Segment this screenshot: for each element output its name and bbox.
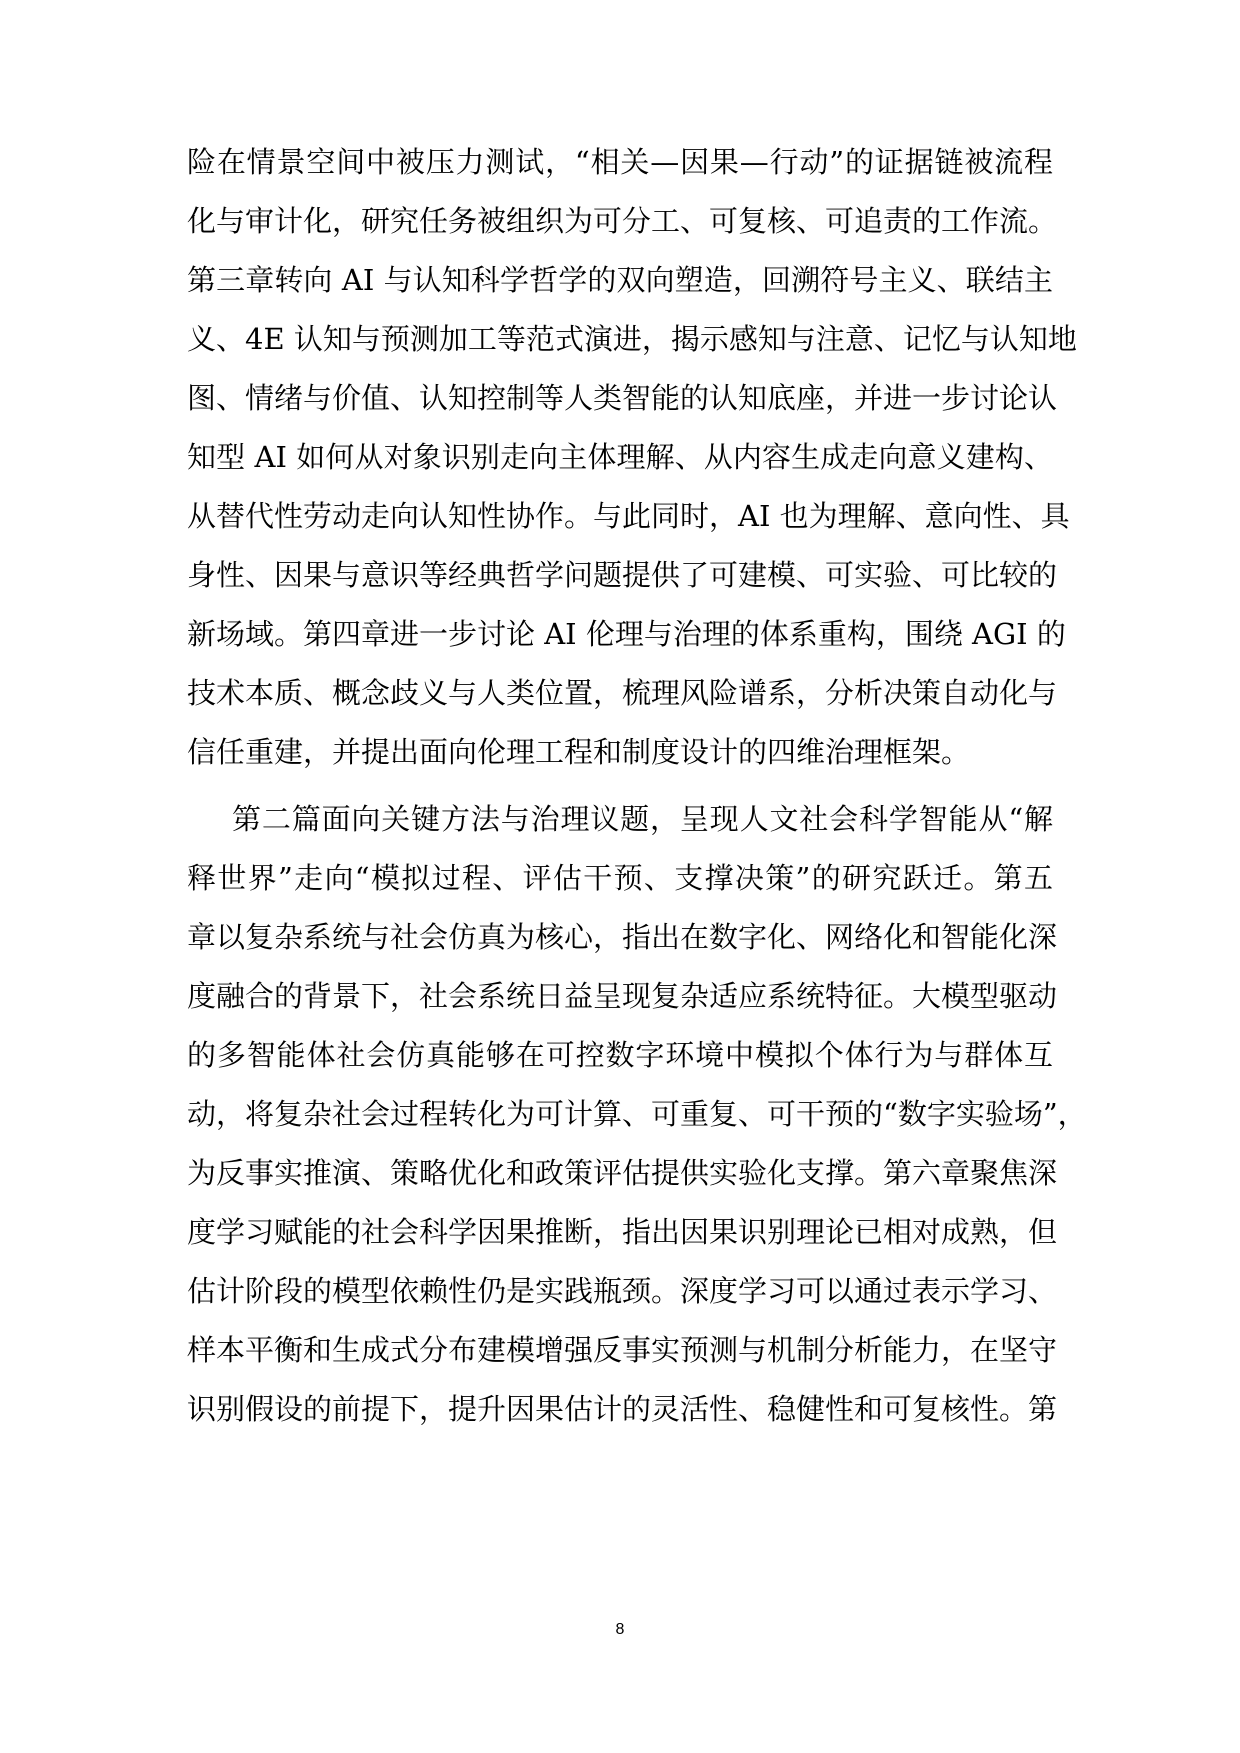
text-line: 险在情景空间中被压力测试，“相关—因果—行动”的证据链被流程 <box>187 145 1053 179</box>
text-line: 度学习赋能的社会科学因果推断，指出因果识别理论已相对成熟，但 <box>187 1215 1058 1249</box>
text-line: 动，将复杂社会过程转化为可计算、可重复、可干预的“数字实验场”， <box>187 1097 1087 1131</box>
text-line: 估计阶段的模型依赖性仍是实践瓶颈。深度学习可以通过表示学习、 <box>187 1274 1058 1308</box>
text-line: 化与审计化，研究任务被组织为可分工、可复核、可追责的工作流。 <box>187 204 1058 238</box>
text-line: 技术本质、概念歧义与人类位置，梳理风险谱系，分析决策自动化与 <box>187 676 1058 710</box>
text-line: 身性、因果与意识等经典哲学问题提供了可建模、可实验、可比较的 <box>187 558 1058 592</box>
text-line: 样本平衡和生成式分布建模增强反事实预测与机制分析能力，在坚守 <box>187 1333 1058 1367</box>
text-line: 度融合的背景下，社会系统日益呈现复杂适应系统特征。大模型驱动 <box>187 979 1058 1013</box>
text-line: 的多智能体社会仿真能够在可控数字环境中模拟个体行为与群体互 <box>187 1038 1053 1072</box>
text-line: 为反事实推演、策略优化和政策评估提供实验化支撑。第六章聚焦深 <box>187 1156 1058 1190</box>
text-line: 释世界”走向“模拟过程、评估干预、支撑决策”的研究跃迁。第五 <box>187 861 1053 895</box>
text-line: 第三章转向 AI 与认知科学哲学的双向塑造，回溯符号主义、联结主 <box>187 263 1053 297</box>
page-number: 8 <box>615 1621 625 1638</box>
text-line: 图、情绪与价值、认知控制等人类智能的认知底座，并进一步讨论认 <box>187 381 1058 415</box>
text-line: 章以复杂系统与社会仿真为核心，指出在数字化、网络化和智能化深 <box>187 920 1058 954</box>
text-line: 新场域。第四章进一步讨论 AI 伦理与治理的体系重构，围绕 AGI 的 <box>187 617 1066 651</box>
text-line: 识别假设的前提下，提升因果估计的灵活性、稳健性和可复核性。第 <box>187 1392 1058 1426</box>
text-line: 义、4E 认知与预测加工等范式演进，揭示感知与注意、记忆与认知地 <box>187 322 1077 356</box>
text-line: 知型 AI 如何从对象识别走向主体理解、从内容生成走向意义建构、 <box>187 440 1053 474</box>
text-line: 第二篇面向关键方法与治理议题，呈现人文社会科学智能从“解 <box>232 802 1053 836</box>
text-line: 从替代性劳动走向认知性协作。与此同时，AI 也为理解、意向性、具 <box>187 499 1070 533</box>
text-line: 信任重建，并提出面向伦理工程和制度设计的四维治理框架。 <box>187 735 971 769</box>
